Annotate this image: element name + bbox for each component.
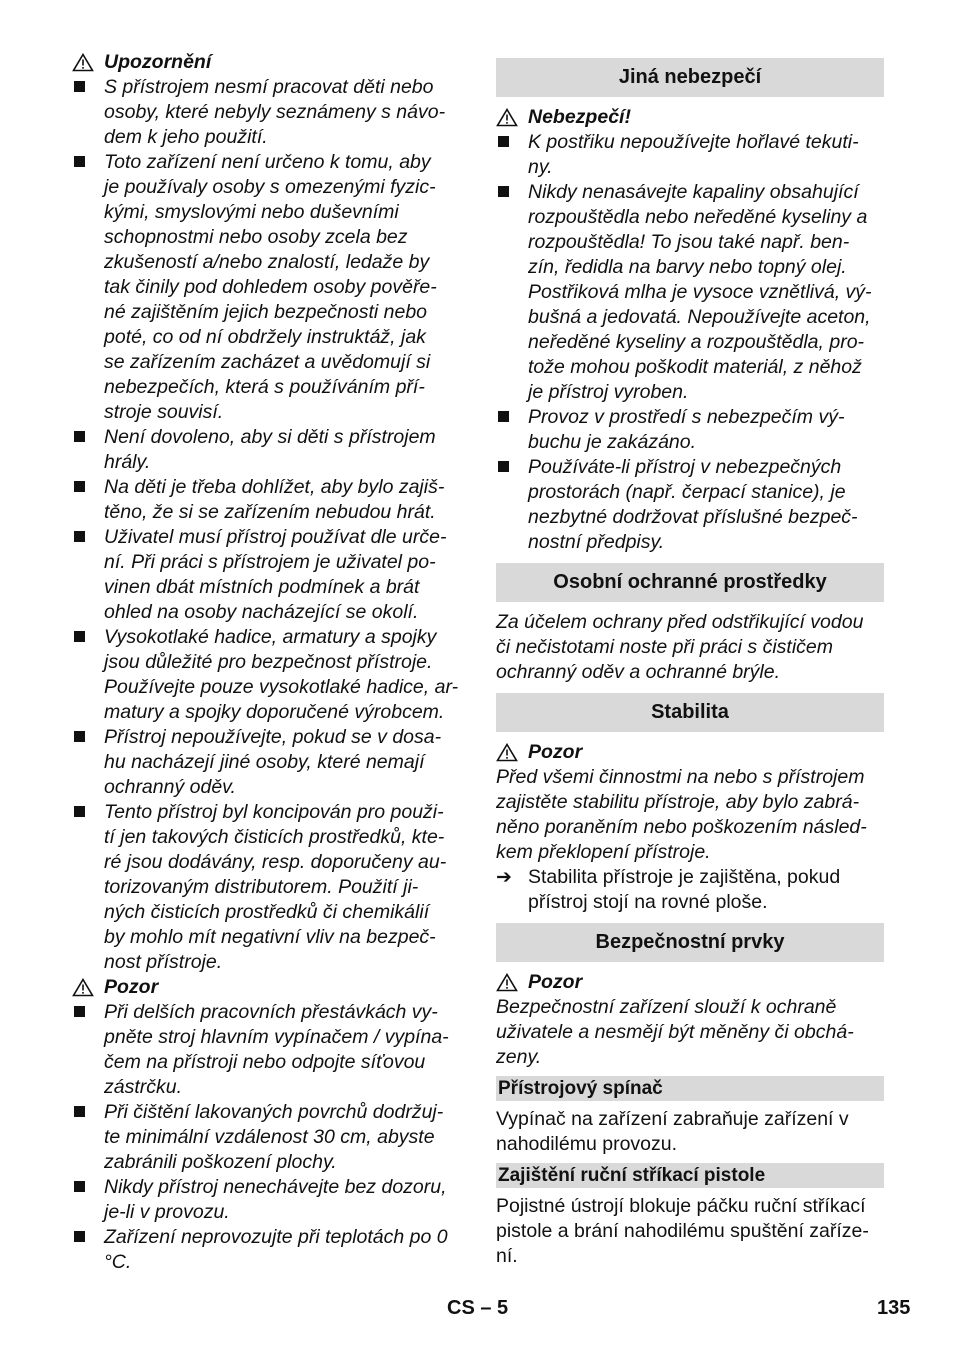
text-line: Používáte-li přístroj v nebezpečných (528, 456, 842, 478)
section-heading-other-dangers: Jiná nebezpečí (496, 58, 884, 97)
safety-caution-heading: Pozor (496, 970, 884, 995)
text-line: ny. (528, 156, 553, 178)
text-line: torizovaným distributorem. Použití ji- (104, 876, 419, 898)
text-line: rozpouštědla! To jsou také např. ben- (528, 231, 850, 253)
text-line: Přístroj nepoužívejte, pokud se v dosa- (104, 726, 442, 748)
text-line: vinen dbát místních podmínek a brát (104, 576, 420, 598)
text-line: nezbytné dodržovat příslušné bezpeč- (528, 506, 858, 528)
subheading-device-switch: Přístrojový spínač (496, 1076, 884, 1101)
square-bullet-icon (74, 731, 85, 742)
text-line: Vysokotlaké hadice, armatury a spojky (104, 626, 437, 648)
stability-result (496, 865, 884, 915)
bullet-item (496, 130, 884, 180)
square-bullet-icon (498, 186, 509, 197)
text-line: S přístrojem nesmí pracovat děti nebo (104, 76, 434, 98)
bullet-item (72, 75, 464, 150)
text-line: ochranný oděv a ochranné brýle. (496, 661, 781, 683)
text-line: Při delších pracovních přestávkách vy- (104, 1001, 438, 1023)
bullet-item (72, 1175, 464, 1225)
square-bullet-icon (74, 531, 85, 542)
bullet-item (72, 1000, 464, 1100)
subheading-gun-lock: Zajištění ruční stříkací pistole (496, 1163, 884, 1188)
gun-paragraph (496, 1194, 884, 1269)
text-line: by mohlo mít negativní vliv na bezpeč- (104, 926, 436, 948)
text-line: né zajištěním jejich bezpečnosti nebo (104, 301, 428, 323)
text-line: nostní předpisy. (528, 531, 665, 553)
text-line: čem na přístroji nebo odpojte síťovou (104, 1051, 426, 1073)
text-line: matury a spojky doporučené výrobcem. (104, 701, 445, 723)
danger-heading: Nebezpečí! (496, 105, 884, 130)
footer-section-label: CS – 5 (447, 1297, 509, 1319)
square-bullet-icon (74, 806, 85, 817)
text-line: bušná a jedovatá. Nepoužívejte aceton, (528, 306, 871, 328)
square-bullet-icon (74, 1181, 85, 1192)
text-line: ných čisticích prostředků či chemikálií (104, 901, 430, 923)
text-line: ní. Při práci s přístrojem je uživatel po- (104, 551, 436, 573)
right-column (496, 58, 884, 1269)
text-line: zkušeností a/nebo znalostí, ledaže by (104, 251, 430, 273)
text-line: zástrčku. (104, 1076, 183, 1098)
stability-paragraph (496, 765, 884, 865)
text-line: K postřiku nepoužívejte hořlavé tekuti- (528, 131, 859, 153)
text-line: dem k jeho použití. (104, 126, 268, 148)
text-line: tak činily pod dohledem osoby pověře- (104, 276, 437, 298)
ppe-paragraph (496, 610, 884, 685)
text-line: Tento přístroj byl koncipován pro použi- (104, 801, 444, 823)
warning-heading: Upozornění (72, 50, 464, 75)
text-line: je přístroj vyroben. (528, 381, 689, 403)
text-line: Nikdy nenasávejte kapaliny obsahující (528, 181, 859, 203)
warning-triangle-icon (496, 743, 518, 762)
text-line: rozpouštědla nebo neředěné kyseliny a (528, 206, 868, 228)
text-line: uživatele a nesmějí být měněny či obchá- (496, 1021, 854, 1043)
text-line: nost přístroje. (104, 951, 223, 973)
warning-list (72, 75, 464, 975)
text-line: Na děti je třeba dohlížet, aby bylo zajiš- (104, 476, 445, 498)
text-line: schopnostmi nebo osoby zcela bez (104, 226, 408, 248)
text-line: Při čištění lakovaných povrchů dodržuj- (104, 1101, 444, 1123)
square-bullet-icon (74, 1106, 85, 1117)
text-line: te minimální vzdálenost 30 cm, abyste (104, 1126, 435, 1148)
bullet-item (72, 1100, 464, 1175)
square-bullet-icon (74, 1231, 85, 1242)
text-line: hu nacházejí jiné osoby, které nemají (104, 751, 425, 773)
square-bullet-icon (498, 136, 509, 147)
square-bullet-icon (74, 156, 85, 167)
text-line: Stabilita přístroje je zajištěna, pokud (528, 866, 841, 888)
square-bullet-icon (74, 431, 85, 442)
warning-triangle-icon (496, 108, 518, 127)
bullet-item (496, 455, 884, 555)
bullet-item (72, 475, 464, 525)
text-line: Nikdy přístroj nenechávejte bez dozoru, (104, 1176, 447, 1198)
stability-caution-heading: Pozor (496, 740, 884, 765)
text-line: Používejte pouze vysokotlaké hadice, ar- (104, 676, 459, 698)
bullet-item (72, 150, 464, 425)
text-line: neředěné kyseliny a rozpouštědla, pro- (528, 331, 865, 353)
text-line: ré jsou dodávány, resp. doporučeny au- (104, 851, 447, 873)
text-line: tí jen takových čisticích prostředků, kte- (104, 826, 445, 848)
danger-list (496, 130, 884, 555)
section-heading-safety: Bezpečnostní prvky (496, 923, 884, 962)
text-line: Uživatel musí přístroj používat dle urče- (104, 526, 447, 548)
bullet-item (72, 625, 464, 725)
text-line: ní. (496, 1245, 518, 1267)
bullet-item (72, 525, 464, 625)
text-line: °C. (104, 1251, 132, 1273)
warning-triangle-icon (496, 973, 518, 992)
caution-list (72, 1000, 464, 1275)
safety-paragraph (496, 995, 884, 1070)
text-line: se zařízením zacházet a uvědomují si (104, 351, 431, 373)
text-line: Za účelem ochrany před odstřikující vodou (496, 611, 864, 633)
text-line: nebezpečích, která s používáním pří- (104, 376, 425, 398)
square-bullet-icon (498, 411, 509, 422)
text-line: zajistěte stabilitu přístroje, aby bylo zabrá- (496, 791, 860, 813)
switch-paragraph (496, 1107, 884, 1157)
caution-heading: Pozor (72, 975, 464, 1000)
text-line: je-li v provozu. (104, 1201, 230, 1223)
text-line: přístroj stojí na rovné ploše. (528, 891, 768, 913)
square-bullet-icon (74, 631, 85, 642)
text-line: nahodilému provozu. (496, 1133, 678, 1155)
text-line: Pojistné ústrojí blokuje páčku ruční stříkací (496, 1195, 866, 1217)
warning-triangle-icon (72, 53, 94, 72)
bullet-item (72, 725, 464, 800)
text-line: těno, že si se zařízením nebudou hrát. (104, 501, 436, 523)
bullet-item (496, 180, 884, 405)
text-line: Vypínač na zařízení zabraňuje zařízení v (496, 1108, 849, 1130)
text-line: stroje souvisí. (104, 401, 224, 423)
left-column (72, 50, 464, 1275)
text-line: osoby, které nebyly seznámeny s návo- (104, 101, 446, 123)
text-line: Provoz v prostředí s nebezpečím vý- (528, 406, 845, 428)
text-line: pněte stroj hlavním vypínačem / vypína- (104, 1026, 449, 1048)
text-line: Postřiková mlha je vysoce vznětlivá, vý- (528, 281, 872, 303)
bullet-item (496, 405, 884, 455)
text-line: jsou důležité pro bezpečnost přístroje. (104, 651, 433, 673)
text-line: zín, ředidla na barvy nebo topný olej. (528, 256, 847, 278)
text-line: zabránili poškození plochy. (104, 1151, 337, 1173)
text-line: zeny. (496, 1046, 542, 1068)
text-line: prostorách (např. čerpací stanice), je (528, 481, 846, 503)
square-bullet-icon (74, 481, 85, 492)
text-line: Bezpečnostní zařízení slouží k ochraně (496, 996, 837, 1018)
text-line: je používaly osoby s omezenými fyzic- (104, 176, 436, 198)
text-line: ohled na osoby nacházející se okolí. (104, 601, 419, 623)
text-line: ochranný oděv. (104, 776, 236, 798)
square-bullet-icon (498, 461, 509, 472)
text-line: kými, smyslovými nebo duševními (104, 201, 399, 223)
text-line: či nečistotami noste při práci s čističem (496, 636, 834, 658)
text-line: Zařízení neprovozujte při teplotách po 0 (104, 1226, 448, 1248)
text-line: hrály. (104, 451, 151, 473)
text-line: poté, co od ní obdržely instruktáž, jak (104, 326, 426, 348)
square-bullet-icon (74, 81, 85, 92)
text-line: Toto zařízení není určeno k tomu, aby (104, 151, 431, 173)
text-line: kem překlopení přístroje. (496, 841, 711, 863)
bullet-item (72, 425, 464, 475)
text-line: Není dovoleno, aby si děti s přístrojem (104, 426, 436, 448)
text-line: něno poraněním nebo poškozením násled- (496, 816, 867, 838)
square-bullet-icon (74, 1006, 85, 1017)
arrow-right-icon: ➔ (496, 867, 512, 888)
section-heading-stability: Stabilita (496, 693, 884, 732)
bullet-item (72, 800, 464, 975)
bullet-item (72, 1225, 464, 1275)
warning-triangle-icon (72, 978, 94, 997)
text-line: buchu je zakázáno. (528, 431, 697, 453)
footer-page-number: 135 (877, 1297, 911, 1319)
text-line: Před všemi činnostmi na nebo s přístrojem (496, 766, 865, 788)
text-line: tože mohou poškodit materiál, z něhož (528, 356, 862, 378)
section-heading-ppe: Osobní ochranné prostředky (496, 563, 884, 602)
text-line: pistole a brání nahodilému spuštění zaříze- (496, 1220, 869, 1242)
